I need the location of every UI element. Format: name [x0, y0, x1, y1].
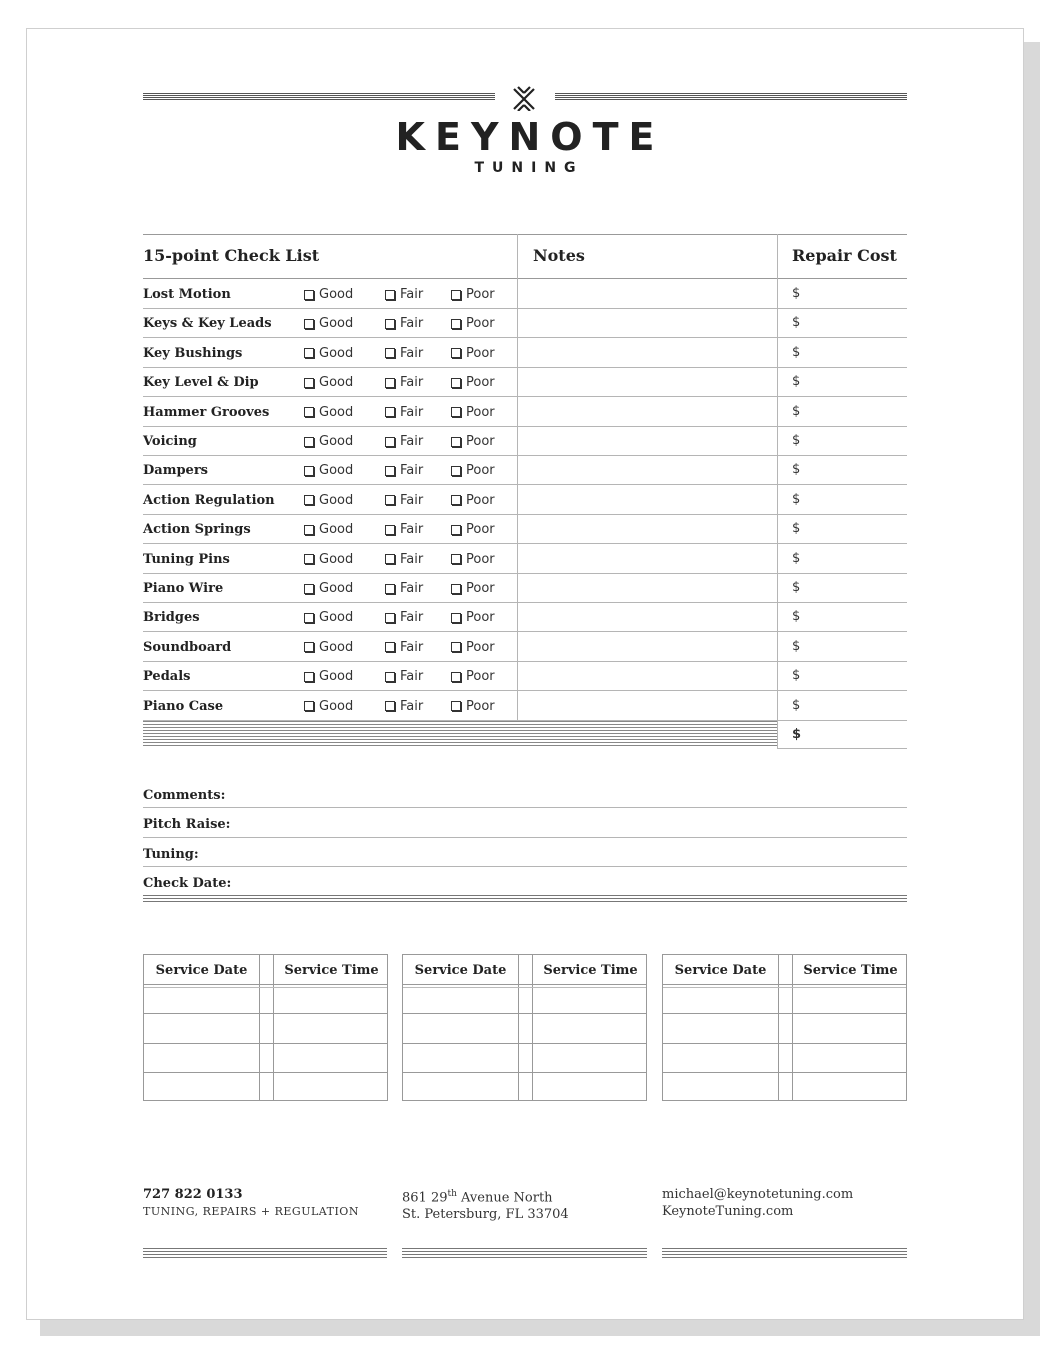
checklist-item-label: Action Springs	[143, 522, 251, 538]
service-time-cell[interactable]	[274, 1044, 387, 1072]
rating-option-fair[interactable]	[385, 463, 423, 478]
service-time-cell[interactable]	[274, 1073, 387, 1101]
rating-option-fair[interactable]	[385, 552, 423, 567]
rating-option-fair[interactable]	[385, 493, 423, 508]
notes-cell[interactable]	[518, 367, 776, 395]
notes-cell[interactable]	[518, 632, 776, 660]
service-date-header: Service Date	[414, 962, 507, 978]
notes-cell[interactable]	[518, 308, 776, 336]
rating-option-label: Fair	[400, 316, 424, 332]
service-date-cell[interactable]	[144, 1044, 258, 1072]
rating-option-label: Poor	[466, 463, 495, 479]
brand-subtitle: TUNING	[474, 160, 584, 176]
rating-option-fair[interactable]	[385, 669, 423, 684]
rating-option-label: Fair	[400, 463, 424, 479]
checklist-item-label: Voicing	[143, 434, 197, 449]
checkbox-icon[interactable]	[385, 348, 395, 358]
checkbox-icon[interactable]	[385, 613, 395, 623]
rating-option-label: Fair	[400, 581, 424, 596]
rating-option-label: Fair	[400, 610, 424, 626]
service-date-cell[interactable]	[144, 1073, 258, 1101]
fields-bottom-rule	[143, 895, 907, 902]
service-time-cell[interactable]	[793, 1014, 906, 1042]
rating-option-label: Fair	[400, 522, 424, 538]
website-link[interactable]: KeynoteTuning.com	[662, 1204, 794, 1219]
checkbox-icon[interactable]	[304, 642, 314, 652]
repair-cost-cell[interactable]: $	[792, 697, 801, 713]
rating-option-label: Good	[319, 345, 354, 361]
notes-cell[interactable]	[518, 455, 776, 483]
rating-option-fair[interactable]	[385, 640, 423, 655]
rating-option-good[interactable]	[304, 640, 353, 655]
checklist-item-label: Piano Wire	[143, 581, 224, 596]
footer-online	[662, 1186, 853, 1220]
checkbox-icon[interactable]	[385, 525, 395, 535]
footer-contact-phone	[143, 1186, 359, 1220]
repair-cost-cell[interactable]: $	[792, 286, 801, 301]
checkbox-icon[interactable]	[451, 525, 461, 535]
checklist-item-label: Bridges	[143, 610, 200, 626]
checkbox-icon[interactable]	[451, 466, 461, 476]
checkbox-icon[interactable]	[451, 319, 461, 329]
service-date-cell[interactable]	[403, 1014, 517, 1042]
rating-option-label: Poor	[466, 669, 495, 685]
notes-cell[interactable]	[518, 544, 776, 572]
checklist-item-label: Soundboard	[143, 639, 232, 655]
rating-option-good[interactable]	[304, 463, 353, 478]
email-link[interactable]: michael@keynotetuning.com	[662, 1187, 854, 1202]
rating-option-label: Fair	[400, 434, 424, 449]
checkbox-icon[interactable]	[451, 407, 461, 417]
service-time-header: Service Time	[543, 962, 638, 978]
checkbox-icon[interactable]	[304, 672, 314, 682]
repair-cost-cell[interactable]: $	[792, 521, 801, 537]
checkbox-icon[interactable]	[451, 613, 461, 623]
checkbox-icon[interactable]	[304, 554, 314, 564]
rating-option-label: Poor	[466, 581, 495, 596]
rating-option-label: Fair	[400, 639, 424, 655]
field-input[interactable]	[240, 782, 907, 806]
rating-option-label: Fair	[400, 669, 424, 685]
checkbox-icon[interactable]	[304, 348, 314, 358]
notes-cell[interactable]	[518, 691, 776, 719]
rating-option-good[interactable]	[304, 346, 353, 361]
rating-option-label: Fair	[400, 345, 424, 361]
repair-cost-cell[interactable]: $	[792, 668, 801, 684]
service-date-header: Service Date	[155, 962, 248, 978]
notes-cell[interactable]	[518, 661, 776, 689]
rating-option-good[interactable]	[304, 581, 353, 596]
rating-option-label: Good	[319, 434, 354, 449]
checkbox-icon[interactable]	[451, 495, 461, 505]
notes-cell[interactable]	[518, 573, 776, 601]
column-divider	[259, 955, 260, 1100]
checkbox-icon[interactable]	[451, 437, 461, 447]
rating-option-label: Poor	[466, 551, 495, 567]
service-time-cell[interactable]	[793, 985, 906, 1013]
rating-option-label: Good	[319, 610, 354, 626]
phone-number: 727 822 0133	[143, 1187, 243, 1202]
repair-cost-cell[interactable]: $	[792, 374, 801, 390]
rating-option-label: Poor	[466, 492, 495, 508]
checkbox-icon[interactable]	[304, 437, 314, 447]
rating-option-poor[interactable]	[451, 522, 495, 537]
field-underline	[143, 866, 907, 867]
service-time-cell[interactable]	[274, 985, 387, 1013]
rating-option-fair[interactable]	[385, 375, 423, 390]
rating-option-fair[interactable]	[385, 287, 423, 302]
checklist-item-label: Dampers	[143, 463, 208, 479]
rating-option-label: Poor	[466, 404, 495, 420]
rating-option-poor[interactable]	[451, 610, 495, 625]
checkbox-icon[interactable]	[304, 378, 314, 388]
checkbox-icon[interactable]	[385, 554, 395, 564]
checklist-item-label: Action Regulation	[143, 492, 275, 508]
repair-cost-cell[interactable]: $	[792, 462, 801, 478]
service-date-cell[interactable]	[403, 985, 517, 1013]
repair-cost-cell[interactable]: $	[792, 315, 801, 331]
rating-option-fair[interactable]	[385, 522, 423, 537]
repair-cost-cell[interactable]: $	[792, 609, 801, 625]
checkbox-icon[interactable]	[451, 378, 461, 388]
checkbox-icon[interactable]	[385, 290, 395, 300]
repair-cost-cell[interactable]: $	[792, 580, 801, 595]
column-divider	[778, 955, 779, 1100]
rating-option-label: Fair	[400, 287, 424, 302]
rating-option-good[interactable]	[304, 522, 353, 537]
total-cost: $	[792, 727, 802, 742]
rating-option-label: Poor	[466, 375, 495, 391]
rating-option-poor[interactable]	[451, 463, 495, 478]
checkbox-icon[interactable]	[304, 584, 314, 594]
logo-icon	[511, 85, 537, 111]
service-table	[662, 954, 907, 1101]
footer-address	[402, 1186, 569, 1223]
footer-rule-3	[662, 1248, 907, 1260]
repair-cost-cell[interactable]: $	[792, 403, 801, 419]
rating-option-poor[interactable]	[451, 581, 495, 596]
field-label: Check Date:	[143, 876, 232, 892]
checkbox-icon[interactable]	[385, 672, 395, 682]
checkbox-icon[interactable]	[304, 290, 314, 300]
rating-option-fair[interactable]	[385, 699, 423, 714]
service-time-cell[interactable]	[793, 1073, 906, 1101]
rating-option-poor[interactable]	[451, 375, 495, 390]
service-time-cell[interactable]	[533, 1014, 646, 1042]
checklist-header: 15-point Check List	[143, 246, 320, 265]
rating-option-fair[interactable]	[385, 405, 423, 420]
service-date-cell[interactable]	[663, 1014, 777, 1042]
checkbox-icon[interactable]	[385, 407, 395, 417]
total-row-rule	[143, 721, 777, 747]
repair-cost-header: Repair Cost	[792, 246, 897, 265]
repair-cost-cell[interactable]: $	[792, 491, 801, 507]
notes-header: Notes	[533, 246, 585, 265]
rating-option-label: Poor	[466, 434, 495, 449]
checkbox-icon[interactable]	[304, 407, 314, 417]
rating-option-label: Poor	[466, 522, 495, 538]
rating-option-label: Good	[319, 287, 354, 302]
notes-cell[interactable]	[518, 338, 776, 366]
rating-option-label: Fair	[400, 698, 424, 714]
rating-option-good[interactable]	[304, 316, 353, 331]
checkbox-icon[interactable]	[385, 466, 395, 476]
rating-option-poor[interactable]	[451, 493, 495, 508]
service-date-cell[interactable]	[403, 1044, 517, 1072]
service-time-cell[interactable]	[533, 1044, 646, 1072]
repair-cost-cell[interactable]: $	[792, 344, 801, 360]
rating-option-label: Poor	[466, 698, 495, 714]
street-address: 861 29th Avenue North	[402, 1189, 553, 1206]
checkbox-icon[interactable]	[451, 672, 461, 682]
service-date-cell[interactable]	[144, 985, 258, 1013]
checklist-item-label: Piano Case	[143, 698, 224, 714]
service-time-header: Service Time	[284, 962, 379, 978]
checklist-item-label: Hammer Grooves	[143, 404, 270, 420]
rating-option-label: Good	[319, 698, 354, 714]
field-input[interactable]	[240, 870, 907, 894]
rating-option-good[interactable]	[304, 375, 353, 390]
repair-cost-cell[interactable]: $	[792, 550, 801, 566]
service-date-cell[interactable]	[403, 1073, 517, 1101]
checkbox-icon[interactable]	[304, 701, 314, 711]
service-table	[143, 954, 388, 1101]
checkbox-icon[interactable]	[304, 525, 314, 535]
checklist-item-label: Pedals	[143, 669, 191, 685]
field-label: Comments:	[143, 788, 226, 803]
rating-option-label: Good	[319, 522, 354, 538]
service-date-cell[interactable]	[144, 1014, 258, 1042]
checkbox-icon[interactable]	[385, 319, 395, 329]
brand-name: KEYNOTE	[395, 115, 665, 159]
rating-option-label: Good	[319, 581, 354, 596]
notes-cell[interactable]	[518, 279, 776, 307]
checklist-item-label: Lost Motion	[143, 287, 231, 302]
checkbox-icon[interactable]	[304, 495, 314, 505]
rating-option-label: Good	[319, 316, 354, 332]
checkbox-icon[interactable]	[451, 642, 461, 652]
footer-rule-1	[143, 1248, 387, 1260]
footer-rule-2	[402, 1248, 647, 1260]
rating-option-fair[interactable]	[385, 316, 423, 331]
checkbox-icon[interactable]	[304, 466, 314, 476]
notes-cell[interactable]	[518, 426, 776, 454]
service-date-header: Service Date	[674, 962, 767, 978]
rating-option-label: Poor	[466, 610, 495, 626]
rating-option-label: Good	[319, 404, 354, 420]
service-time-cell[interactable]	[533, 985, 646, 1013]
checkbox-icon[interactable]	[385, 495, 395, 505]
checkbox-icon[interactable]	[304, 613, 314, 623]
checklist-item-label: Key Bushings	[143, 345, 243, 361]
checkbox-icon[interactable]	[451, 290, 461, 300]
service-date-cell[interactable]	[663, 1044, 777, 1072]
service-time-cell[interactable]	[274, 1014, 387, 1042]
service-date-cell[interactable]	[663, 1073, 777, 1101]
rating-option-label: Fair	[400, 404, 424, 420]
rating-option-poor[interactable]	[451, 316, 495, 331]
rating-option-fair[interactable]	[385, 434, 423, 449]
checkbox-icon[interactable]	[385, 584, 395, 594]
header-rule-left	[143, 93, 495, 101]
checkbox-icon[interactable]	[385, 642, 395, 652]
field-label: Pitch Raise:	[143, 817, 231, 833]
checkbox-icon[interactable]	[385, 437, 395, 447]
header-rule-right	[555, 93, 907, 101]
checkbox-icon[interactable]	[451, 348, 461, 358]
checkbox-icon[interactable]	[385, 701, 395, 711]
rating-option-label: Good	[319, 669, 354, 685]
field-underline	[143, 837, 907, 838]
field-input[interactable]	[240, 811, 907, 835]
column-divider	[518, 955, 519, 1100]
rating-option-poor[interactable]	[451, 552, 495, 567]
checkbox-icon[interactable]	[451, 554, 461, 564]
service-time-cell[interactable]	[533, 1073, 646, 1101]
repair-cost-cell[interactable]: $	[792, 433, 801, 448]
service-table	[402, 954, 647, 1101]
tagline: TUNING, REPAIRS + REGULATION	[143, 1205, 359, 1218]
service-time-cell[interactable]	[793, 1044, 906, 1072]
rating-option-label: Poor	[466, 639, 495, 655]
rating-option-good[interactable]	[304, 699, 353, 714]
checklist-item-label: Keys & Key Leads	[143, 316, 272, 332]
rating-option-good[interactable]	[304, 669, 353, 684]
rating-option-poor[interactable]	[451, 346, 495, 361]
rating-option-label: Good	[319, 463, 354, 479]
field-underline	[143, 807, 907, 808]
rating-option-label: Good	[319, 551, 354, 567]
rating-option-good[interactable]	[304, 552, 353, 567]
rating-option-label: Good	[319, 375, 354, 391]
rating-option-poor[interactable]	[451, 405, 495, 420]
rating-option-poor[interactable]	[451, 640, 495, 655]
rating-option-label: Poor	[466, 316, 495, 332]
field-label: Tuning:	[143, 846, 199, 862]
field-input[interactable]	[240, 841, 907, 865]
rating-option-label: Poor	[466, 287, 495, 302]
rating-option-label: Good	[319, 639, 354, 655]
checkbox-icon[interactable]	[385, 378, 395, 388]
rating-option-good[interactable]	[304, 287, 353, 302]
rating-option-fair[interactable]	[385, 581, 423, 596]
notes-cell[interactable]	[518, 602, 776, 630]
rating-option-good[interactable]	[304, 405, 353, 420]
rating-option-good[interactable]	[304, 610, 353, 625]
rating-option-good[interactable]	[304, 434, 353, 449]
rating-option-poor[interactable]	[451, 669, 495, 684]
rating-option-poor[interactable]	[451, 287, 495, 302]
rating-option-fair[interactable]	[385, 346, 423, 361]
notes-cell[interactable]	[518, 397, 776, 425]
rating-option-good[interactable]	[304, 493, 353, 508]
rating-option-fair[interactable]	[385, 610, 423, 625]
rating-option-label: Fair	[400, 375, 424, 391]
rating-option-poor[interactable]	[451, 434, 495, 449]
service-date-cell[interactable]	[663, 985, 777, 1013]
checkbox-icon[interactable]	[451, 584, 461, 594]
repair-cost-cell[interactable]: $	[792, 638, 801, 654]
notes-cell[interactable]	[518, 514, 776, 542]
rating-option-label: Fair	[400, 551, 424, 567]
checklist-item-label: Key Level & Dip	[143, 375, 259, 391]
checkbox-icon[interactable]	[304, 319, 314, 329]
checkbox-icon[interactable]	[451, 701, 461, 711]
checklist-item-label: Tuning Pins	[143, 551, 230, 567]
rating-option-label: Good	[319, 492, 354, 508]
service-time-header: Service Time	[803, 962, 898, 978]
notes-cell[interactable]	[518, 485, 776, 513]
rating-option-poor[interactable]	[451, 699, 495, 714]
rating-option-label: Fair	[400, 492, 424, 508]
rating-option-label: Poor	[466, 345, 495, 361]
city-line: St. Petersburg, FL 33704	[402, 1207, 569, 1223]
